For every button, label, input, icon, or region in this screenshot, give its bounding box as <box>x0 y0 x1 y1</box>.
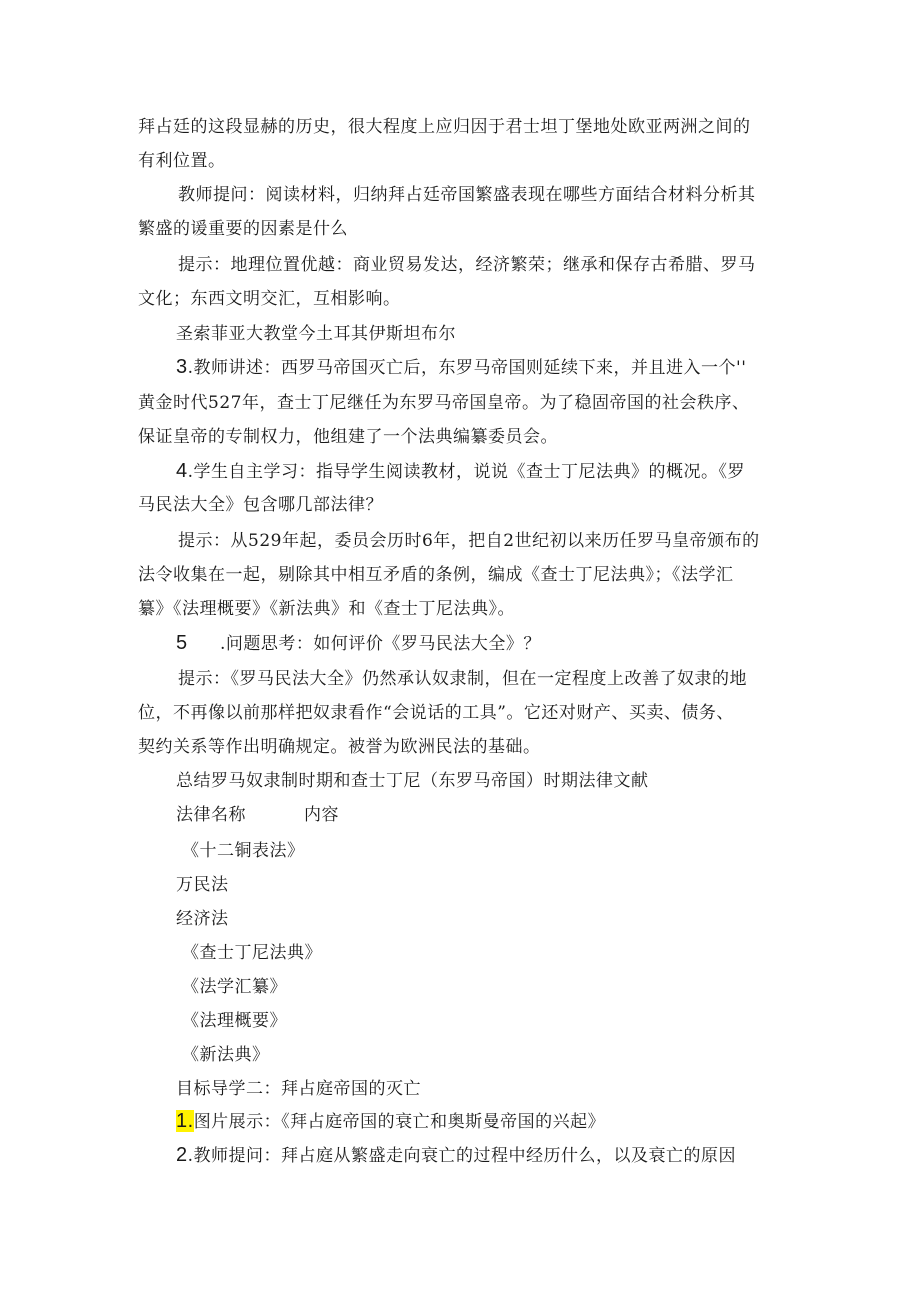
numbered-item-4 <box>176 460 745 483</box>
table-header-name: 法律名称 <box>176 805 246 825</box>
law-item: 《新法典》 <box>182 1045 270 1065</box>
numbered-item-1 <box>176 1110 605 1133</box>
numbered-item-2 <box>176 1144 736 1167</box>
paragraph-line: 拜占廷的这段显赫的历史，很大程度上应归因于君士坦丁堡地处欧亚两洲之间的 <box>138 117 751 137</box>
item-text: .问题思考：如何评价《罗马民法大全》？ <box>220 634 541 654</box>
law-item: 《法理概要》 <box>182 1011 287 1031</box>
item-number: 2 <box>176 1144 188 1166</box>
item-text: .教师提问：拜占庭从繁盛走向衰亡的过程中经历什么，以及衰亡的原因 <box>187 1146 737 1166</box>
table-header <box>176 804 339 826</box>
hint-line: 提示：地理位置优越：商业贸易发达，经济繁荣；继承和保存古希腊、罗马 <box>178 255 756 275</box>
section-heading: 目标导学二：拜占庭帝国的灭亡 <box>176 1079 421 1099</box>
table-header-content: 内容 <box>304 805 339 825</box>
item-number-highlighted: 1. <box>176 1110 194 1132</box>
paragraph-line: 位，不再像以前那样把奴隶看作“会说话的工具”。它还对财产、买卖、债务、 <box>138 703 734 723</box>
paragraph-line: 有利位置。 <box>138 151 226 171</box>
item-text: .学生自主学习：指导学生阅读教材，说说《查士丁尼法典》的概况。《罗 <box>187 462 746 482</box>
paragraph-line: 保证皇帝的专制权力，他组建了一个法典编纂委员会。 <box>138 427 558 447</box>
numbered-item-3 <box>176 356 746 379</box>
item-number: 3 <box>176 356 188 378</box>
paragraph-line: 文化；东西文明交汇，互相影响。 <box>138 289 401 309</box>
paragraph-line: 契约关系等作出明确规定。被誉为欧洲民法的基础。 <box>138 737 541 757</box>
law-item: 经济法 <box>176 909 229 929</box>
law-item: 万民法 <box>176 875 229 895</box>
paragraph-line: 黄金时代527年，查士丁尼继任为东罗马帝国皇帝。为了稳固帝国的社会秩序、 <box>138 393 750 413</box>
item-number: 5 <box>176 632 188 654</box>
paragraph-line: 繁盛的谖重要的因素是什么 <box>138 219 348 239</box>
paragraph-line: 法令收集在一起，剔除其中相互矛盾的条例，编成《查士丁尼法典》；《法学汇 <box>138 565 734 585</box>
law-item: 《十二铜表法》 <box>182 841 305 861</box>
paragraph-line: 纂》《法理概要》《新法典》和《查士丁尼法典》。 <box>138 599 515 619</box>
law-item: 《查士丁尼法典》 <box>182 943 322 963</box>
item-text: 图片展示：《拜占庭帝国的衰亡和奥斯曼帝国的兴起》 <box>193 1112 606 1132</box>
law-item: 《法学汇纂》 <box>182 977 287 997</box>
numbered-item-5 <box>176 632 541 655</box>
item-text: .教师讲述：西罗马帝国灭亡后，东罗马帝国则延续下来，并且进入一个'' <box>187 358 747 378</box>
hint-line: 提示：从529年起，委员会历时6年，把自2世纪初以来历任罗马皇帝颁布的 <box>178 531 760 551</box>
paragraph-line: 马民法大全》包含哪几部法律？ <box>138 495 383 515</box>
item-number: 4 <box>176 460 188 482</box>
image-caption: 圣索菲亚大教堂今土耳其伊斯坦布尔 <box>176 324 456 344</box>
summary-heading: 总结罗马奴隶制时期和查士丁尼（东罗马帝国）时期法律文献 <box>176 771 649 791</box>
hint-line: 提示：《罗马民法大全》仍然承认奴隶制，但在一定程度上改善了奴隶的地 <box>178 669 747 689</box>
teacher-question: 教师提问：阅读材料，归纳拜占廷帝国繁盛表现在哪些方面结合材料分析其 <box>178 185 756 205</box>
